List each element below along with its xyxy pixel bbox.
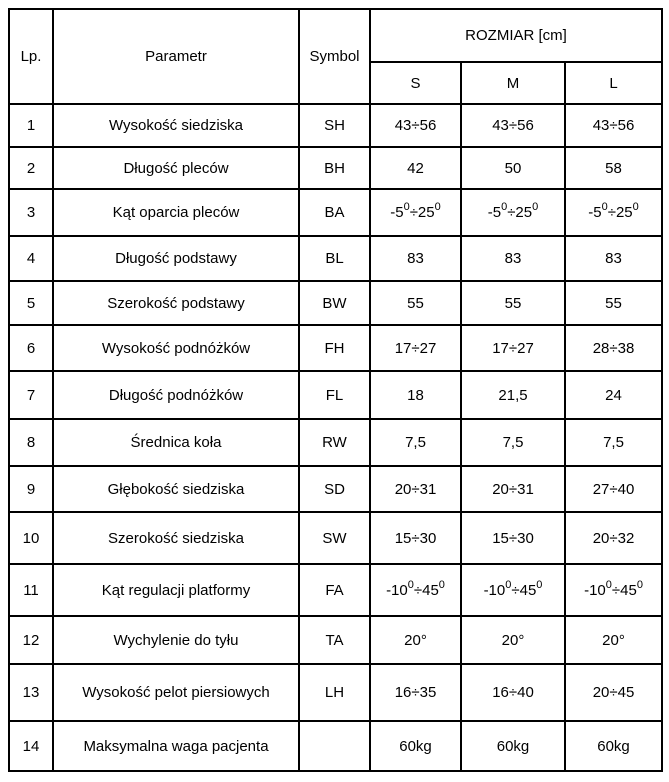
cell-parametr: Kąt oparcia pleców — [53, 189, 299, 236]
cell-parametr: Kąt regulacji platformy — [53, 564, 299, 616]
superscript-zero: 0 — [434, 201, 441, 213]
header-size-s: S — [370, 62, 461, 104]
cell-size-l: 7,5 — [565, 419, 662, 466]
cell-lp: 1 — [9, 104, 53, 147]
table-row — [9, 189, 662, 236]
cell-size-s: 20÷31 — [370, 466, 461, 512]
cell-parametr: Maksymalna waga pacjenta — [53, 721, 299, 771]
superscript-zero: 0 — [407, 578, 414, 591]
cell-symbol: BW — [299, 281, 370, 325]
cell-lp: 4 — [9, 236, 53, 281]
table-row — [9, 616, 662, 664]
cell-lp: 12 — [9, 616, 53, 664]
cell-size-s: 15÷30 — [370, 512, 461, 564]
superscript-zero: 0 — [438, 578, 445, 591]
cell-lp: 2 — [9, 147, 53, 189]
cell-parametr: Długość pleców — [53, 147, 299, 189]
table-row — [9, 721, 662, 771]
cell-size-m: 55 — [461, 281, 565, 325]
superscript-zero: 0 — [632, 201, 639, 213]
cell-size-l: 60kg — [565, 721, 662, 771]
cell-size-l: 58 — [565, 147, 662, 189]
cell-symbol: RW — [299, 419, 370, 466]
cell-parametr: Głębokość siedziska — [53, 466, 299, 512]
table-row — [9, 147, 662, 189]
cell-symbol: SD — [299, 466, 370, 512]
cell-parametr: Wysokość siedziska — [53, 104, 299, 147]
cell-size-m: 20÷31 — [461, 466, 565, 512]
superscript-zero: 0 — [601, 201, 608, 213]
cell-parametr: Szerokość siedziska — [53, 512, 299, 564]
cell-size-m: 15÷30 — [461, 512, 565, 564]
table-row — [9, 371, 662, 419]
superscript-zero: 0 — [636, 578, 643, 591]
cell-size-s: $-5^0\div 25^0$ — [370, 189, 461, 236]
superscript-zero: 0 — [536, 578, 543, 591]
superscript-zero: 0 — [403, 201, 410, 213]
cell-lp: 7 — [9, 371, 53, 419]
cell-size-l: $-5^0\div 25^0$ — [565, 189, 662, 236]
document-page — [8, 8, 661, 772]
cell-size-s: 20° — [370, 616, 461, 664]
cell-size-l: $-10^0\div 45^0$ — [565, 564, 662, 616]
cell-parametr: Długość podstawy — [53, 236, 299, 281]
cell-parametr: Wysokość podnóżków — [53, 325, 299, 371]
cell-lp: 8 — [9, 419, 53, 466]
table-row — [9, 325, 662, 371]
cell-parametr: Średnica koła — [53, 419, 299, 466]
table-row — [9, 236, 662, 281]
cell-size-l: 43÷56 — [565, 104, 662, 147]
cell-size-l: 83 — [565, 236, 662, 281]
cell-size-m: 43÷56 — [461, 104, 565, 147]
cell-symbol: SW — [299, 512, 370, 564]
cell-symbol — [299, 721, 370, 771]
header-symbol: Symbol — [299, 9, 370, 104]
cell-parametr: Wychylenie do tyłu — [53, 616, 299, 664]
table-row — [9, 419, 662, 466]
cell-size-l: 55 — [565, 281, 662, 325]
cell-lp: 6 — [9, 325, 53, 371]
cell-size-l: 20° — [565, 616, 662, 664]
cell-lp: 14 — [9, 721, 53, 771]
cell-size-m: 20° — [461, 616, 565, 664]
cell-size-m: 21,5 — [461, 371, 565, 419]
cell-lp: 5 — [9, 281, 53, 325]
superscript-zero: 0 — [505, 578, 512, 591]
cell-parametr: Długość podnóżków — [53, 371, 299, 419]
header-size-l: L — [565, 62, 662, 104]
header-row-top — [9, 9, 662, 62]
cell-size-m: 7,5 — [461, 419, 565, 466]
size-parameters-table — [8, 8, 663, 772]
cell-size-m: 83 — [461, 236, 565, 281]
table-row — [9, 281, 662, 325]
cell-lp: 11 — [9, 564, 53, 616]
header-parametr: Parametr — [53, 9, 299, 104]
table-row — [9, 564, 662, 616]
superscript-zero: 0 — [501, 201, 508, 213]
cell-size-s: 43÷56 — [370, 104, 461, 147]
table-row — [9, 466, 662, 512]
table-row — [9, 664, 662, 721]
cell-symbol: LH — [299, 664, 370, 721]
cell-symbol: FL — [299, 371, 370, 419]
cell-symbol: FA — [299, 564, 370, 616]
cell-lp: 10 — [9, 512, 53, 564]
cell-size-l: 20÷32 — [565, 512, 662, 564]
cell-symbol: TA — [299, 616, 370, 664]
cell-size-s: 18 — [370, 371, 461, 419]
cell-size-s: 16÷35 — [370, 664, 461, 721]
header-size-m: M — [461, 62, 565, 104]
cell-size-m: 50 — [461, 147, 565, 189]
cell-lp: 9 — [9, 466, 53, 512]
cell-parametr: Szerokość podstawy — [53, 281, 299, 325]
superscript-zero: 0 — [532, 201, 539, 213]
cell-size-l: 27÷40 — [565, 466, 662, 512]
cell-size-s: 17÷27 — [370, 325, 461, 371]
cell-size-m: 16÷40 — [461, 664, 565, 721]
cell-size-m: 60kg — [461, 721, 565, 771]
cell-size-m: 17÷27 — [461, 325, 565, 371]
superscript-zero: 0 — [605, 578, 612, 591]
header-lp: Lp. — [9, 9, 53, 104]
cell-symbol: SH — [299, 104, 370, 147]
table-body — [9, 104, 662, 771]
cell-symbol: BL — [299, 236, 370, 281]
cell-size-s: 55 — [370, 281, 461, 325]
cell-parametr: Wysokość pelot piersiowych — [53, 664, 299, 721]
cell-lp: 3 — [9, 189, 53, 236]
cell-size-s: 83 — [370, 236, 461, 281]
cell-lp: 13 — [9, 664, 53, 721]
cell-size-s: 60kg — [370, 721, 461, 771]
cell-size-s: 42 — [370, 147, 461, 189]
cell-symbol: BA — [299, 189, 370, 236]
cell-symbol: BH — [299, 147, 370, 189]
cell-size-s: 7,5 — [370, 419, 461, 466]
cell-size-s: $-10^0\div 45^0$ — [370, 564, 461, 616]
table-row — [9, 512, 662, 564]
header-rozmiar-group: ROZMIAR [cm] — [370, 9, 662, 62]
cell-size-m: $-5^0\div 25^0$ — [461, 189, 565, 236]
cell-size-l: 28÷38 — [565, 325, 662, 371]
cell-size-m: $-10^0\div 45^0$ — [461, 564, 565, 616]
table-row — [9, 104, 662, 147]
cell-symbol: FH — [299, 325, 370, 371]
table-header — [9, 9, 662, 104]
cell-size-l: 24 — [565, 371, 662, 419]
cell-size-l: 20÷45 — [565, 664, 662, 721]
